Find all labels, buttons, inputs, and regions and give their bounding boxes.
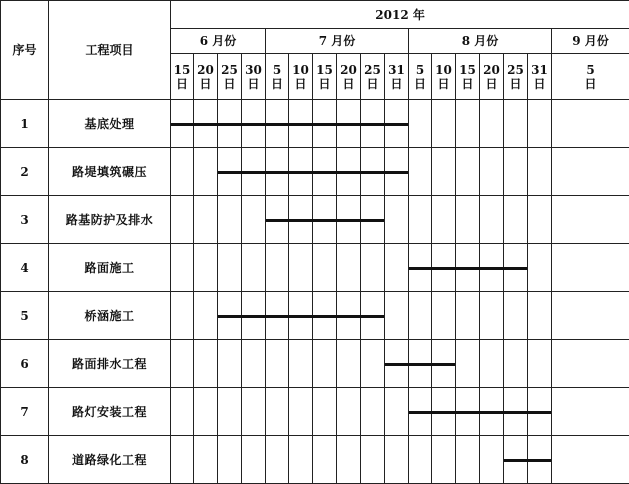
- timeline-cell: [266, 292, 289, 340]
- timeline-cell: [385, 292, 409, 340]
- timeline-cell: [409, 388, 432, 436]
- schedule-bar: [479, 267, 504, 270]
- day-number: 5: [586, 62, 595, 77]
- schedule-bar: [503, 411, 528, 414]
- row-seq: 1: [1, 100, 49, 148]
- schedule-bar: [265, 123, 289, 126]
- timeline-cell: [361, 244, 385, 292]
- timeline-cell: [289, 148, 313, 196]
- timeline-cell: [194, 100, 218, 148]
- timeline-cell: [242, 292, 266, 340]
- row-seq: 2: [1, 148, 49, 196]
- timeline-cell: [313, 148, 337, 196]
- timeline-cell: [409, 100, 432, 148]
- day-unit: 日: [509, 76, 522, 91]
- timeline-cell: [242, 436, 266, 484]
- timeline-cell: [552, 388, 629, 436]
- timeline-cell: [361, 100, 385, 148]
- timeline-cell: [385, 436, 409, 484]
- schedule-bar: [336, 123, 361, 126]
- day-header: [552, 54, 629, 100]
- month-header: 9 月份: [552, 29, 629, 54]
- timeline-cell: [504, 148, 528, 196]
- timeline-cell: [337, 244, 361, 292]
- row-project-name: 路基防护及排水: [49, 196, 171, 244]
- row-seq: 6: [1, 340, 49, 388]
- schedule-bar: [336, 219, 361, 222]
- timeline-cell: [266, 196, 289, 244]
- day-number: 30: [245, 62, 262, 77]
- timeline-cell: [432, 388, 456, 436]
- timeline-cell: [242, 244, 266, 292]
- timeline-cell: [289, 100, 313, 148]
- seq-header: 序号: [1, 1, 49, 100]
- timeline-cell: [385, 196, 409, 244]
- schedule-bar: [409, 411, 432, 414]
- schedule-bar: [312, 171, 337, 174]
- schedule-bar: [312, 219, 337, 222]
- timeline-cell: [528, 340, 552, 388]
- day-number: 25: [221, 62, 238, 77]
- timeline-cell: [171, 340, 194, 388]
- timeline-cell: [171, 148, 194, 196]
- timeline-cell: [409, 436, 432, 484]
- day-number: 20: [483, 62, 500, 77]
- day-unit: 日: [318, 76, 331, 91]
- timeline-cell: [528, 436, 552, 484]
- day-number: 15: [316, 62, 333, 77]
- row-project-name: 基底处理: [49, 100, 171, 148]
- schedule-bar: [193, 123, 218, 126]
- schedule-bar: [431, 411, 456, 414]
- timeline-cell: [409, 148, 432, 196]
- project-header: 工程项目: [49, 1, 171, 100]
- schedule-bar: [265, 171, 289, 174]
- schedule-bar: [218, 171, 242, 174]
- timeline-cell: [218, 196, 242, 244]
- schedule-bar: [241, 171, 266, 174]
- day-unit: 日: [223, 76, 236, 91]
- day-unit: 日: [342, 76, 355, 91]
- schedule-bar: [288, 171, 313, 174]
- schedule-bar: [503, 267, 527, 270]
- schedule-bar: [408, 363, 432, 366]
- month-header: 7 月份: [266, 29, 409, 54]
- timeline-cell: [432, 244, 456, 292]
- row-project-name: 路面排水工程: [49, 340, 171, 388]
- timeline-cell: [552, 340, 629, 388]
- timeline-cell: [289, 244, 313, 292]
- row-seq: 3: [1, 196, 49, 244]
- schedule-bar: [312, 315, 337, 318]
- table-row: [1, 196, 629, 244]
- timeline-cell: [432, 148, 456, 196]
- day-unit: 日: [366, 76, 379, 91]
- day-unit: 日: [270, 76, 283, 91]
- table-row: [1, 436, 629, 484]
- schedule-bar: [384, 171, 408, 174]
- timeline-cell: [432, 196, 456, 244]
- timeline-cell: [480, 148, 504, 196]
- day-number: 31: [388, 62, 405, 77]
- day-header: [432, 54, 456, 100]
- day-unit: 日: [247, 76, 260, 91]
- day-number: 15: [173, 62, 191, 77]
- timeline-cell: [218, 100, 242, 148]
- table-row: [1, 388, 629, 436]
- timeline-cell: [313, 340, 337, 388]
- timeline-cell: [480, 388, 504, 436]
- timeline-cell: [528, 148, 552, 196]
- timeline-cell: [171, 196, 194, 244]
- row-project-name: 路堤填筑碾压: [49, 148, 171, 196]
- timeline-cell: [337, 196, 361, 244]
- timeline-cell: [361, 148, 385, 196]
- timeline-cell: [528, 244, 552, 292]
- timeline-cell: [194, 244, 218, 292]
- timeline-cell: [361, 292, 385, 340]
- day-header: [504, 54, 528, 100]
- timeline-cell: [218, 244, 242, 292]
- schedule-bar: [360, 315, 384, 318]
- schedule-bar: [217, 123, 242, 126]
- schedule-bar: [431, 267, 456, 270]
- timeline-cell: [456, 340, 480, 388]
- table-row: [1, 340, 629, 388]
- timeline-cell: [552, 148, 629, 196]
- timeline-cell: [432, 436, 456, 484]
- timeline-cell: [171, 436, 194, 484]
- day-header: [266, 54, 289, 100]
- timeline-cell: [266, 436, 289, 484]
- timeline-cell: [456, 196, 480, 244]
- timeline-cell: [313, 100, 337, 148]
- day-header: [218, 54, 242, 100]
- row-seq: 8: [1, 436, 49, 484]
- timeline-cell: [337, 388, 361, 436]
- schedule-bar: [431, 363, 455, 366]
- timeline-cell: [242, 340, 266, 388]
- day-number: 10: [435, 62, 452, 77]
- timeline-cell: [361, 340, 385, 388]
- timeline-cell: [552, 292, 629, 340]
- timeline-cell: [480, 292, 504, 340]
- day-header: [242, 54, 266, 100]
- day-number: 15: [459, 62, 476, 77]
- schedule-bar: [409, 267, 432, 270]
- timeline-cell: [456, 148, 480, 196]
- timeline-cell: [456, 388, 480, 436]
- day-number: 5: [272, 62, 282, 77]
- timeline-cell: [266, 148, 289, 196]
- timeline-cell: [504, 340, 528, 388]
- day-unit: 日: [175, 76, 188, 91]
- timeline-cell: [218, 436, 242, 484]
- schedule-bar: [288, 315, 313, 318]
- row-seq: 7: [1, 388, 49, 436]
- day-unit: 日: [584, 76, 597, 91]
- timeline-cell: [504, 436, 528, 484]
- timeline-cell: [266, 100, 289, 148]
- schedule-bar: [312, 123, 337, 126]
- timeline-cell: [504, 388, 528, 436]
- timeline-cell: [194, 148, 218, 196]
- day-unit: 日: [390, 76, 403, 91]
- timeline-cell: [528, 292, 552, 340]
- schedule-bar: [241, 123, 266, 126]
- month-header: 6 月份: [171, 29, 266, 54]
- timeline-cell: [480, 244, 504, 292]
- timeline-cell: [242, 100, 266, 148]
- timeline-cell: [432, 100, 456, 148]
- timeline-cell: [385, 100, 409, 148]
- timeline-cell: [171, 244, 194, 292]
- schedule-bar: [455, 411, 480, 414]
- timeline-cell: [432, 340, 456, 388]
- day-header: [409, 54, 432, 100]
- timeline-cell: [456, 100, 480, 148]
- timeline-cell: [194, 340, 218, 388]
- schedule-bar: [360, 219, 384, 222]
- timeline-cell: [218, 388, 242, 436]
- timeline-cell: [194, 196, 218, 244]
- timeline-cell: [480, 340, 504, 388]
- timeline-cell: [456, 244, 480, 292]
- schedule-bar: [288, 123, 313, 126]
- timeline-cell: [313, 292, 337, 340]
- timeline-cell: [456, 292, 480, 340]
- timeline-cell: [313, 388, 337, 436]
- timeline-cell: [528, 196, 552, 244]
- day-header: [171, 54, 194, 100]
- day-header: [385, 54, 409, 100]
- schedule-bar: [265, 315, 289, 318]
- timeline-cell: [171, 388, 194, 436]
- timeline-cell: [242, 148, 266, 196]
- timeline-cell: [361, 196, 385, 244]
- timeline-cell: [266, 388, 289, 436]
- schedule-bar: [266, 219, 289, 222]
- timeline-cell: [409, 340, 432, 388]
- day-header: [361, 54, 385, 100]
- row-project-name: 路面施工: [49, 244, 171, 292]
- schedule-bar: [241, 315, 266, 318]
- timeline-cell: [171, 292, 194, 340]
- timeline-cell: [385, 244, 409, 292]
- day-number: 25: [507, 62, 524, 77]
- schedule-bar: [360, 171, 385, 174]
- table-row: [1, 292, 629, 340]
- schedule-bar: [360, 123, 385, 126]
- timeline-cell: [337, 340, 361, 388]
- timeline-cell: [337, 292, 361, 340]
- day-number: 5: [415, 62, 425, 77]
- timeline-cell: [242, 196, 266, 244]
- timeline-cell: [171, 100, 194, 148]
- year-header: 2012 年: [171, 1, 629, 29]
- timeline-cell: [552, 100, 629, 148]
- table-row: [1, 100, 629, 148]
- timeline-cell: [385, 148, 409, 196]
- row-project-name: 道路绿化工程: [49, 436, 171, 484]
- schedule-bar: [385, 363, 409, 366]
- timeline-cell: [456, 436, 480, 484]
- timeline-cell: [504, 244, 528, 292]
- row-seq: 5: [1, 292, 49, 340]
- schedule-bar: [218, 315, 242, 318]
- timeline-cell: [504, 100, 528, 148]
- row-project-name: 桥涵施工: [49, 292, 171, 340]
- month-header: 8 月份: [409, 29, 552, 54]
- timeline-cell: [337, 436, 361, 484]
- schedule-bar: [336, 171, 361, 174]
- timeline-cell: [409, 196, 432, 244]
- day-unit: 日: [461, 76, 474, 91]
- schedule-bar: [455, 267, 480, 270]
- timeline-cell: [289, 436, 313, 484]
- timeline-cell: [194, 436, 218, 484]
- schedule-bar: [479, 411, 504, 414]
- timeline-cell: [432, 292, 456, 340]
- timeline-cell: [218, 148, 242, 196]
- timeline-cell: [218, 292, 242, 340]
- table-row: [1, 148, 629, 196]
- day-unit: 日: [485, 76, 498, 91]
- day-unit: 日: [437, 76, 450, 91]
- timeline-cell: [289, 388, 313, 436]
- timeline-cell: [504, 292, 528, 340]
- schedule-bar: [504, 459, 528, 462]
- day-number: 20: [340, 62, 357, 77]
- day-number: 31: [531, 62, 548, 77]
- timeline-cell: [552, 244, 629, 292]
- timeline-cell: [337, 148, 361, 196]
- timeline-cell: [480, 100, 504, 148]
- day-number: 20: [197, 62, 214, 77]
- timeline-cell: [552, 196, 629, 244]
- timeline-cell: [361, 388, 385, 436]
- day-unit: 日: [413, 76, 426, 91]
- schedule-bar: [288, 219, 313, 222]
- timeline-cell: [289, 292, 313, 340]
- timeline-cell: [313, 244, 337, 292]
- timeline-cell: [218, 340, 242, 388]
- timeline-cell: [480, 196, 504, 244]
- day-number: 10: [292, 62, 309, 77]
- day-unit: 日: [199, 76, 212, 91]
- timeline-cell: [313, 436, 337, 484]
- timeline-cell: [266, 244, 289, 292]
- table-row: [1, 244, 629, 292]
- timeline-cell: [337, 100, 361, 148]
- timeline-cell: [385, 340, 409, 388]
- timeline-cell: [528, 388, 552, 436]
- schedule-bar: [336, 315, 361, 318]
- timeline-cell: [480, 436, 504, 484]
- timeline-cell: [194, 388, 218, 436]
- timeline-cell: [266, 340, 289, 388]
- timeline-cell: [289, 340, 313, 388]
- timeline-cell: [409, 292, 432, 340]
- day-header: [337, 54, 361, 100]
- schedule-bar: [527, 411, 551, 414]
- schedule-bar: [384, 123, 408, 126]
- timeline-cell: [528, 100, 552, 148]
- timeline-cell: [409, 244, 432, 292]
- schedule-bar: [171, 123, 194, 126]
- schedule-bar: [527, 459, 551, 462]
- day-number: 25: [364, 62, 381, 77]
- day-unit: 日: [294, 76, 307, 91]
- timeline-cell: [313, 196, 337, 244]
- timeline-cell: [289, 196, 313, 244]
- row-project-name: 路灯安装工程: [49, 388, 171, 436]
- timeline-cell: [385, 388, 409, 436]
- day-header: [289, 54, 313, 100]
- day-header: [528, 54, 552, 100]
- day-header: [456, 54, 480, 100]
- timeline-cell: [361, 436, 385, 484]
- row-seq: 4: [1, 244, 49, 292]
- timeline-cell: [552, 436, 629, 484]
- day-header: [313, 54, 337, 100]
- timeline-cell: [504, 196, 528, 244]
- day-unit: 日: [533, 76, 546, 91]
- timeline-cell: [194, 292, 218, 340]
- day-header: [194, 54, 218, 100]
- timeline-cell: [242, 388, 266, 436]
- day-header: [480, 54, 504, 100]
